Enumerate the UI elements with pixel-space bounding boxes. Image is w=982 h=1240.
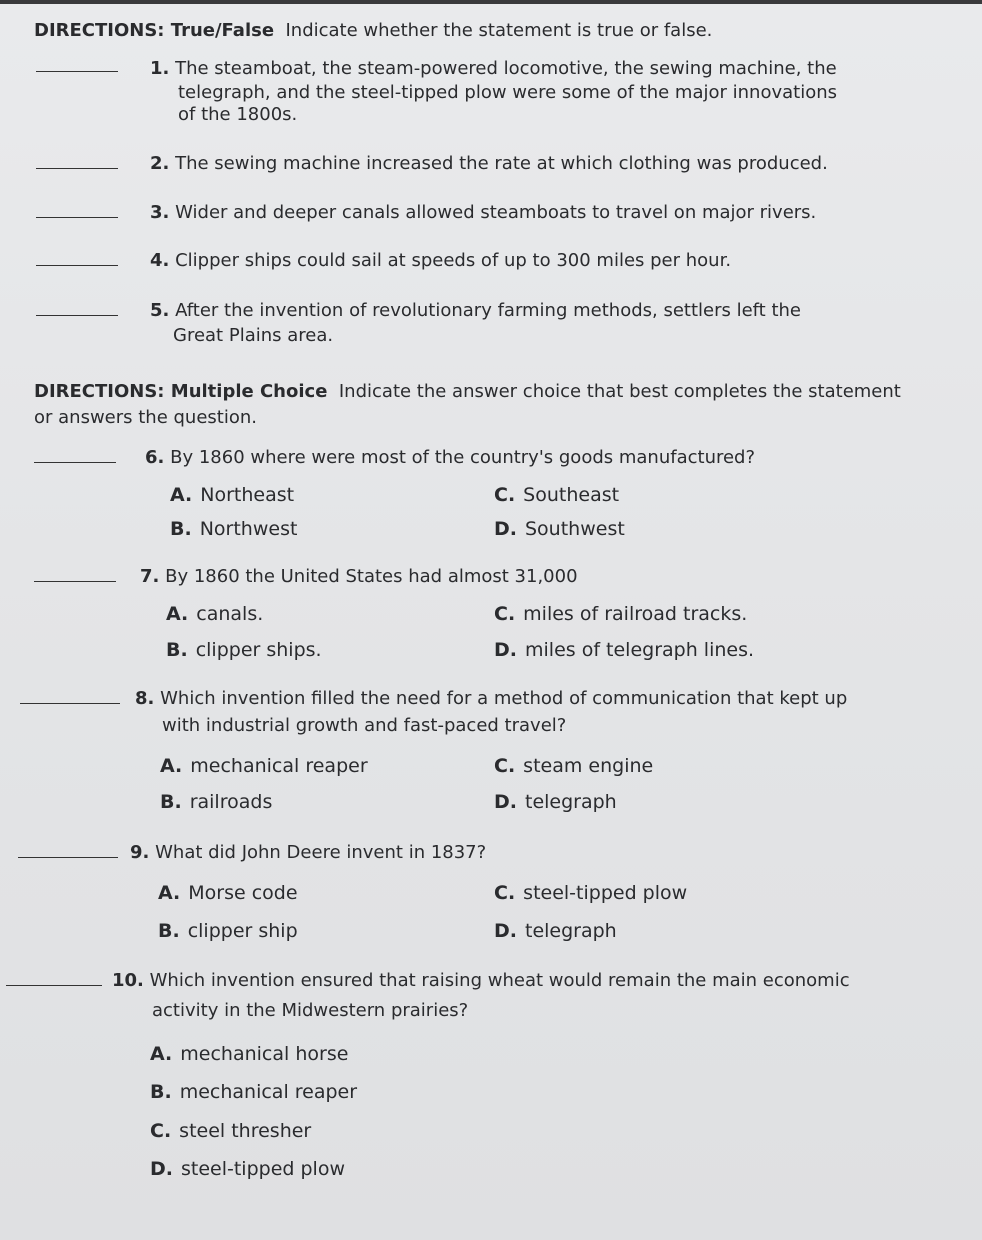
q10-option-a[interactable]: A. mechanical horse [150,1043,349,1065]
question-1-line-2: telegraph, and the steel-tipped plow were some of the major innovations [178,82,838,103]
mc-directions [34,381,901,402]
q9-option-c[interactable]: C. steel-tipped plow [494,882,688,904]
q10-option-c[interactable]: C. steel thresher [150,1120,312,1142]
mc-directions-text: Indicate the answer choice that best completes the statement [338,381,901,402]
question-7: 7. By 1860 the United States had almost 31,000 [140,566,578,587]
answer-blank-9[interactable] [18,842,124,863]
page-top-edge [0,0,982,4]
question-9: 9. What did John Deere invent in 1837? [130,842,487,863]
tf-directions-label: DIRECTIONS: True/False [34,20,275,41]
q7-option-b[interactable]: B. clipper ships. [166,639,322,661]
question-10: 10. Which invention ensured that raising wheat would remain the main economic [112,970,850,991]
answer-blank-8[interactable] [20,688,126,709]
question-1-line-3: of the 1800s. [178,104,298,125]
q9-option-a[interactable]: A. Morse code [158,882,298,904]
answer-blank-4[interactable] [36,250,124,271]
question-8-line-2: with industrial growth and fast-paced travel? [162,715,567,736]
tf-directions [34,20,712,41]
tf-directions-text: Indicate whether the statement is true or false. [285,20,713,41]
mc-directions-line-2: or answers the question. [34,407,257,428]
answer-blank-5[interactable] [36,300,124,321]
answer-blank-3[interactable] [36,202,124,223]
question-5: 5. After the invention of revolutionary farming methods, settlers left the [150,300,802,321]
q8-option-c[interactable]: C. steam engine [494,755,654,777]
q8-option-b[interactable]: B. railroads [160,791,273,813]
question-4: 4. Clipper ships could sail at speeds of up to 300 miles per hour. [150,250,732,271]
q6-option-c[interactable]: C. Southeast [494,484,620,506]
question-10-line-2: activity in the Midwestern prairies? [152,1000,469,1021]
q6-option-d[interactable]: D. Southwest [494,518,625,540]
question-5-line-2: Great Plains area. [173,325,334,346]
q9-option-d[interactable]: D. telegraph [494,920,617,942]
q7-option-a[interactable]: A. canals. [166,603,264,625]
q6-option-b[interactable]: B. Northwest [170,518,298,540]
question-8: 8. Which invention filled the need for a method of communication that kept up [135,688,848,709]
q8-option-a[interactable]: A. mechanical reaper [160,755,368,777]
answer-blank-6[interactable] [34,447,122,468]
q6-option-a[interactable]: A. Northeast [170,484,295,506]
q7-option-c[interactable]: C. miles of railroad tracks. [494,603,748,625]
q10-option-b[interactable]: B. mechanical reaper [150,1081,358,1103]
question-1: 1. The steamboat, the steam-powered locomotive, the sewing machine, the [150,58,837,79]
mc-directions-label: DIRECTIONS: Multiple Choice [34,381,328,402]
q10-option-d[interactable]: D. steel-tipped plow [150,1158,346,1180]
answer-blank-2[interactable] [36,153,124,174]
question-6: 6. By 1860 where were most of the country's goods manufactured? [145,447,756,468]
q9-option-b[interactable]: B. clipper ship [158,920,298,942]
answer-blank-1[interactable] [36,56,124,77]
question-3: 3. Wider and deeper canals allowed steamboats to travel on major rivers. [150,202,817,223]
q7-option-d[interactable]: D. miles of telegraph lines. [494,639,755,661]
q8-option-d[interactable]: D. telegraph [494,791,617,813]
question-2: 2. The sewing machine increased the rate at which clothing was produced. [150,153,828,174]
answer-blank-10[interactable] [6,970,108,991]
answer-blank-7[interactable] [34,566,122,587]
